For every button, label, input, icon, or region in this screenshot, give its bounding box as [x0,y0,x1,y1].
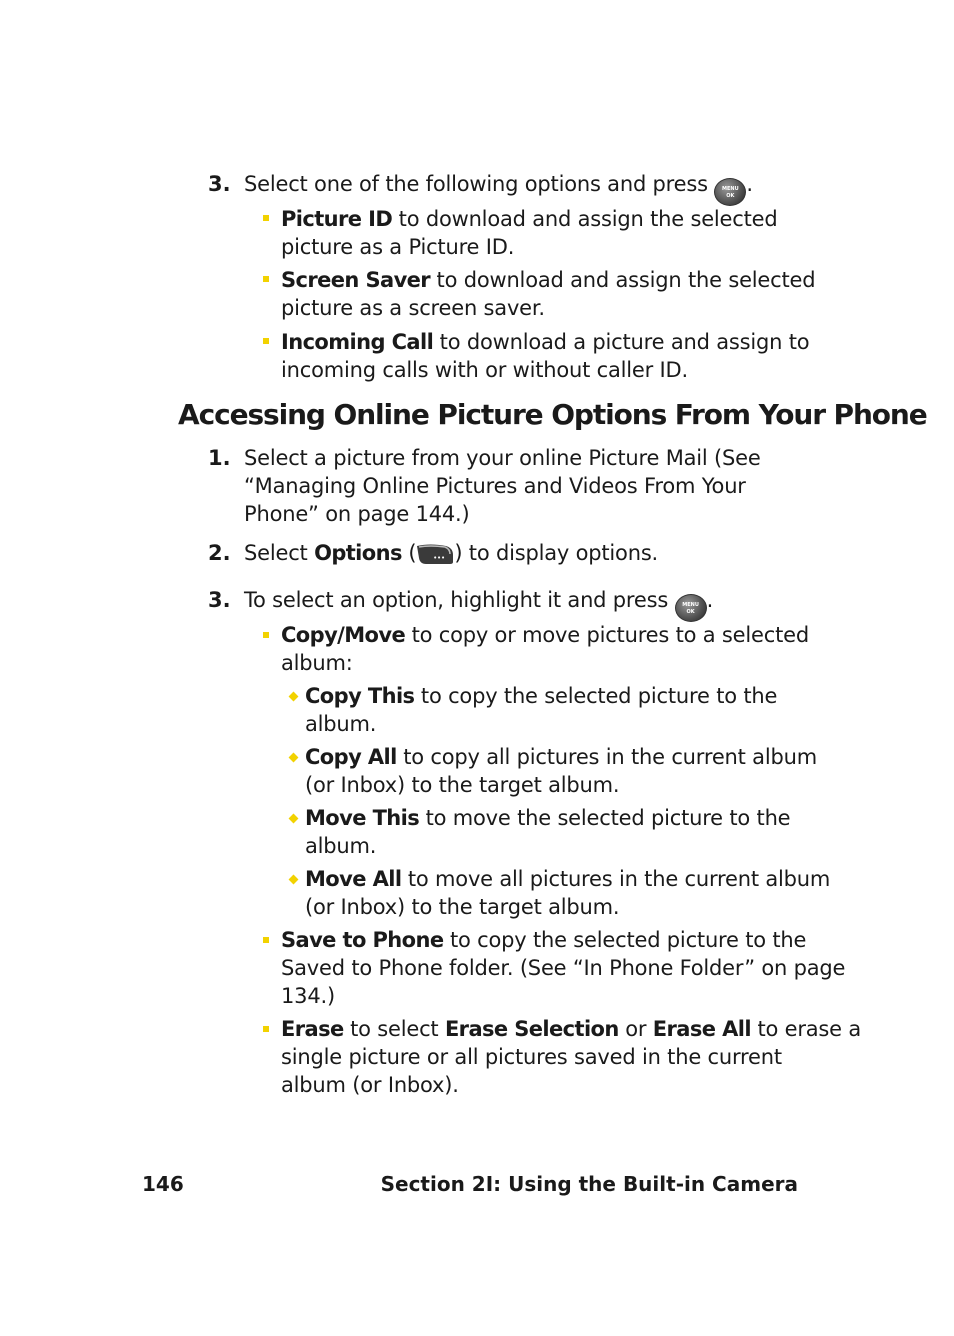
button-label-bottom: OK [726,193,735,199]
option-continuation: album (or Inbox). [281,1073,459,1097]
bullet-diamond-icon [289,692,299,702]
step-text: Phone” on page 144.) [244,502,470,526]
option-desc: to download and assign the selected [392,207,778,231]
option-title: Incoming Call [281,330,434,354]
step-number: 1. [208,446,231,470]
step-number: 3. [208,172,231,196]
suboption-copy-all [305,743,817,771]
page-number: 146 [142,1172,184,1196]
option-continuation: 134.) [281,984,335,1008]
option-erase-selection: Erase Selection [444,1017,619,1041]
step-text: “Managing Online Pictures and Videos From Your [244,474,746,498]
paren-open: ( [401,541,417,565]
option-title: Picture ID [281,207,393,231]
bullet-square-icon [263,632,269,638]
right-softkey-icon [416,543,454,565]
button-label-bottom: OK [686,609,695,615]
bullet-diamond-icon [289,875,299,885]
option-title: Erase [281,1017,344,1041]
suboption-continuation: (or Inbox) to the target album. [305,773,620,797]
bullet-diamond-icon [289,814,299,824]
bullet-square-icon [263,215,269,221]
button-label-top: MENU [722,186,739,192]
step-text-after: . [706,588,714,612]
step-text: Select a picture from your online Picture Mail (See [244,446,761,470]
menu-ok-button-icon [714,178,746,206]
step-number: 3. [208,588,231,612]
bullet-square-icon [263,276,269,282]
option-continuation: single picture or all pictures saved in the current [281,1045,782,1069]
suboption-desc: to move the selected picture to the [419,806,791,830]
suboption-continuation: (or Inbox) to the target album. [305,895,620,919]
option-title: Copy/Move [281,623,406,647]
option-desc: or [618,1017,653,1041]
option-desc: to copy or move pictures to a selected [405,623,809,647]
suboption-copy-this [305,682,777,710]
step-text [244,170,753,206]
suboption-continuation: album. [305,834,377,858]
option-picture-id [281,205,778,233]
step-text-before: Select [244,541,315,565]
bullet-square-icon [263,937,269,943]
option-continuation: incoming calls with or without caller ID. [281,358,689,382]
suboption-continuation: album. [305,712,377,736]
option-save-to-phone [281,926,806,954]
option-erase-all: Erase All [652,1017,751,1041]
option-continuation: Saved to Phone folder. (See “In Phone Folder” on page [281,956,846,980]
section-heading: Accessing Online Picture Options From Your Phone [178,398,927,431]
option-screen-saver [281,266,815,294]
option-title: Save to Phone [281,928,444,952]
option-continuation: album: [281,651,353,675]
softkey-label: ••• [433,554,446,562]
button-label-top: MENU [682,602,699,608]
option-continuation: picture as a Picture ID. [281,235,515,259]
bullet-diamond-icon [289,753,299,763]
bullet-square-icon [263,338,269,344]
option-title: Screen Saver [281,268,431,292]
bullet-square-icon [263,1026,269,1032]
option-desc: to select [343,1017,445,1041]
suboption-desc: to move all pictures in the current album [401,867,831,891]
option-desc: to copy the selected picture to the [443,928,807,952]
option-desc: to download and assign the selected [430,268,816,292]
suboption-move-all [305,865,830,893]
options-label: Options [314,541,402,565]
section-title: Section 2I: Using the Built-in Camera [380,1172,798,1196]
option-copy-move [281,621,809,649]
suboption-title: Copy This [305,684,415,708]
option-desc: to download a picture and assign to [433,330,810,354]
step-text-after: ) to display options. [454,541,659,565]
menu-ok-button-icon [675,594,707,622]
step-number: 2. [208,541,231,565]
suboption-desc: to copy the selected picture to the [414,684,778,708]
suboption-title: Move This [305,806,420,830]
option-continuation: picture as a screen saver. [281,296,545,320]
step-text-before: To select an option, highlight it and press [244,588,675,612]
suboption-title: Move All [305,867,402,891]
suboption-title: Copy All [305,745,397,769]
option-desc: to erase a [750,1017,862,1041]
option-erase [281,1015,861,1043]
step-text-before: Select one of the following options and press [244,172,715,196]
step-text-after: . [746,172,753,196]
step-text [244,586,713,622]
step-text [244,539,658,567]
suboption-desc: to copy all pictures in the current album [396,745,817,769]
option-incoming-call [281,328,809,356]
suboption-move-this [305,804,790,832]
